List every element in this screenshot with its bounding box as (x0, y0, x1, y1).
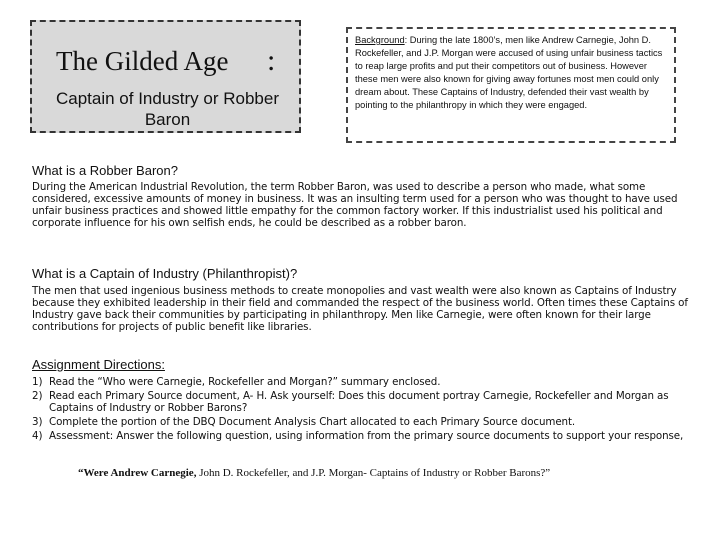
background-box (346, 27, 676, 143)
background-label: Background (355, 35, 405, 45)
list-item-text: Read the “Who were Carnegie, Rockefeller and Morgan?” summary enclosed. (49, 376, 441, 388)
page-title: The Gilded Age (56, 46, 229, 76)
title-colon: : (267, 44, 276, 77)
list-item-number: 4) (32, 429, 43, 442)
list-item-text: Assessment: Answer the following question, using information from the primary source documents to support your response, (49, 429, 684, 442)
list-item-number: 1) (32, 376, 43, 388)
background-text: : During the late 1800’s, men like Andrew Carnegie, John D. Rockefeller, and J.P. Morgan were accused of using unfair business tactics to reap large profits and put their competitors out of business. However these men were also known for giving away fortunes most men could only dream about. These Captains of Industry, defended their vast wealth by pointing to the philanthropy in which they were engaged. (355, 35, 663, 110)
assessment-question-bold: “Were Andrew Carnegie, (78, 467, 197, 479)
title-box (30, 20, 301, 133)
list-item-number: 3) (32, 415, 43, 428)
list-item-number: 2) (32, 389, 43, 402)
list-item (32, 430, 692, 442)
list-item-text: Complete the portion of the DBQ Document Analysis Chart allocated to each Primary Source document. (49, 415, 576, 428)
robber-baron-paragraph: During the American Industrial Revolution, the term Robber Baron, was used to describe a person who made, what some considered, excessive amounts of money in business. It was an insulting term used for a person who was thought to have used unfair business practices and showed little empathy for the common factory worker. If this industrialist used his political and corporate influence for his own selfish ends, he could be described as a robber baron. (32, 181, 678, 229)
list-item-text: Read each Primary Source document, A- H. Ask yourself: Does this document portray Carnegie, Rockefeller and Morgan as Captains of Industry or Robber Barons? (49, 389, 669, 415)
list-item (32, 390, 692, 415)
assessment-question (78, 467, 550, 479)
list-item (32, 376, 692, 388)
captain-industry-paragraph: The men that used ingenious business methods to create monopolies and vast wealth were also known as Captains of Industry because they exhibited leadership in their field and commanded the respect of the business world. Often times these Captains of Industry gave back their communities by participating in philanthropy. Men like Carnegie, were often known for their large contributions for projects of public benefit like libraries. (32, 285, 688, 333)
assignment-heading: Assignment Directions: (32, 357, 165, 372)
captain-industry-heading: What is a Captain of Industry (Philanthropist)? (32, 266, 298, 281)
list-item (32, 416, 692, 428)
robber-baron-heading: What is a Robber Baron? (32, 163, 178, 178)
assessment-question-rest: John D. Rockefeller, and J.P. Morgan- Captains of Industry or Robber Barons?” (196, 467, 551, 479)
page-subtitle: Captain of Industry or Robber Baron (55, 89, 279, 129)
assignment-list (32, 376, 692, 443)
